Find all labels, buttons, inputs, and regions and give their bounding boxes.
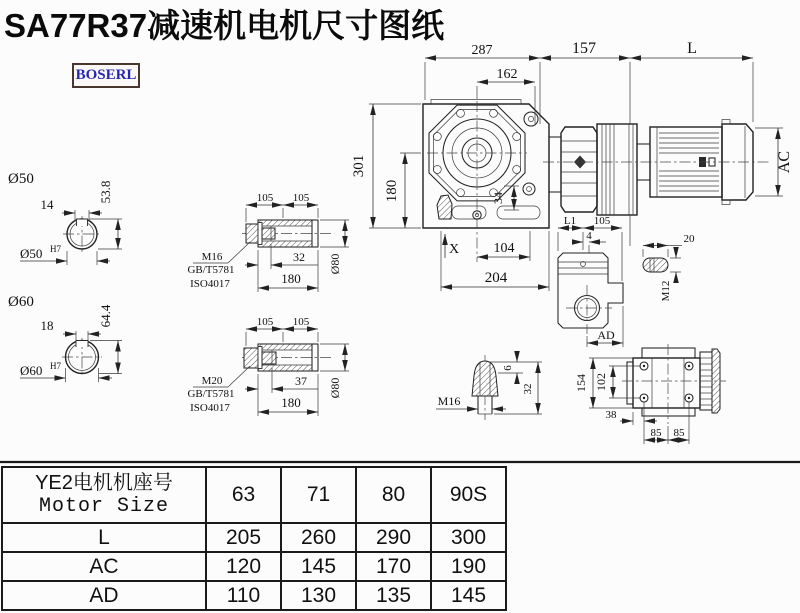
brand-logo: BOSERL	[72, 63, 140, 88]
shaft50-bore: Ø50	[20, 246, 43, 261]
dim-180: 180	[384, 179, 400, 203]
cell-L-90S: 300	[431, 523, 506, 552]
dim-157: 157	[572, 40, 596, 57]
shaft50-key-height: 53.8	[98, 180, 113, 204]
motor-dimension-table	[1, 466, 507, 611]
dim-34: 34	[491, 192, 505, 204]
sleeve16-dia: Ø80	[328, 253, 342, 275]
side-dim-AD: AD	[597, 328, 615, 342]
dim-301: 301	[351, 154, 367, 178]
plug-dim-6: 6	[502, 365, 514, 371]
key-detail	[643, 233, 695, 301]
table-header-row	[2, 467, 506, 523]
header-motor-size-en: Motor Size	[38, 495, 170, 518]
shaft60-bore: Ø60	[20, 363, 43, 378]
cell-AD-63: 110	[206, 581, 281, 610]
col-80: 80	[356, 467, 431, 523]
shaft50-label: Ø50	[8, 171, 34, 187]
cell-AD-90S: 145	[431, 581, 506, 610]
row-label-AD: AD	[2, 581, 206, 610]
dim-204: 204	[484, 270, 508, 286]
table-row-AC	[2, 552, 506, 581]
rear-dim-85b: 85	[673, 427, 685, 439]
cell-L-80: 290	[356, 523, 431, 552]
row-label-L: L	[2, 523, 206, 552]
dim-L: L	[687, 40, 697, 57]
dim-X: X	[448, 242, 460, 257]
row-label-AC: AC	[2, 552, 206, 581]
dim-104: 104	[493, 241, 515, 256]
sleeve16-thread: M16	[201, 251, 223, 263]
motor-side-view	[543, 120, 770, 216]
cell-AC-80: 170	[356, 552, 431, 581]
sleeve20-std1: GB/T5781	[187, 388, 235, 400]
header-motor-size-cn: YE2电机机座号	[35, 472, 173, 494]
table-row-AD	[2, 581, 506, 610]
sleeve16-dim-105b: 105	[292, 192, 310, 204]
dim-287: 287	[471, 43, 493, 58]
key-dim-20: 20	[683, 233, 695, 245]
side-dim-105: 105	[593, 215, 611, 227]
gearbox-side-view	[558, 215, 623, 347]
sleeve16-dim-180: 180	[281, 271, 301, 286]
col-90S: 90S	[431, 467, 506, 523]
sleeve20-dim-37: 37	[295, 374, 307, 388]
cell-AD-71: 130	[281, 581, 356, 610]
dim-162: 162	[496, 67, 518, 82]
plug-detail	[436, 351, 542, 420]
sleeve20-dim-105a: 105	[256, 316, 274, 328]
cell-AC-63: 120	[206, 552, 281, 581]
sleeve16-std1: GB/T5781	[187, 264, 235, 276]
plug-dim-32: 32	[522, 383, 534, 395]
sleeve16-std2: ISO4017	[190, 278, 230, 290]
cell-AC-71: 145	[281, 552, 356, 581]
header-motor-size	[2, 467, 206, 523]
col-63: 63	[206, 467, 281, 523]
rear-dim-38: 38	[605, 409, 617, 421]
shaft-sleeve-m16	[187, 192, 349, 292]
shaft50-key-width: 14	[40, 197, 54, 212]
shaft60-key-height: 64.4	[98, 304, 113, 328]
page-title: SA77R37减速机电机尺寸图纸	[4, 7, 445, 44]
cell-L-71: 260	[281, 523, 356, 552]
shaft-sleeve-m20	[187, 316, 349, 416]
sleeve20-std2: ISO4017	[190, 402, 230, 414]
col-71: 71	[281, 467, 356, 523]
sleeve20-dim-105b: 105	[292, 316, 310, 328]
shaft50-bore-tol: H7	[50, 244, 61, 254]
cell-L-63: 205	[206, 523, 281, 552]
dim-AC: AC	[776, 150, 793, 174]
shaft60-label: Ø60	[8, 294, 34, 310]
sleeve20-thread: M20	[201, 375, 223, 387]
gearbox-rear-view	[574, 344, 726, 444]
shaft60-key-width: 18	[40, 318, 54, 333]
sleeve16-dim-32: 32	[293, 250, 305, 264]
plug-thread-M16: M16	[437, 394, 461, 408]
rear-dim-85a: 85	[650, 427, 662, 439]
cell-AC-90S: 190	[431, 552, 506, 581]
rear-dim-154: 154	[574, 374, 588, 392]
side-dim-L1: L1	[563, 215, 577, 227]
shaft60-bore-tol: H7	[50, 361, 61, 371]
breather-plug	[437, 195, 452, 219]
hollow-shaft-60-section	[8, 294, 122, 382]
key-thread-M12: M12	[660, 280, 672, 302]
side-dim-4: 4	[586, 230, 592, 242]
sleeve20-dim-180: 180	[281, 395, 301, 410]
sleeve20-dia: Ø80	[328, 377, 342, 399]
cell-AD-80: 135	[356, 581, 431, 610]
table-row-L	[2, 523, 506, 552]
hollow-shaft-50-section	[8, 171, 122, 265]
sleeve16-dim-105a: 105	[256, 192, 274, 204]
rear-dim-102: 102	[594, 373, 608, 391]
